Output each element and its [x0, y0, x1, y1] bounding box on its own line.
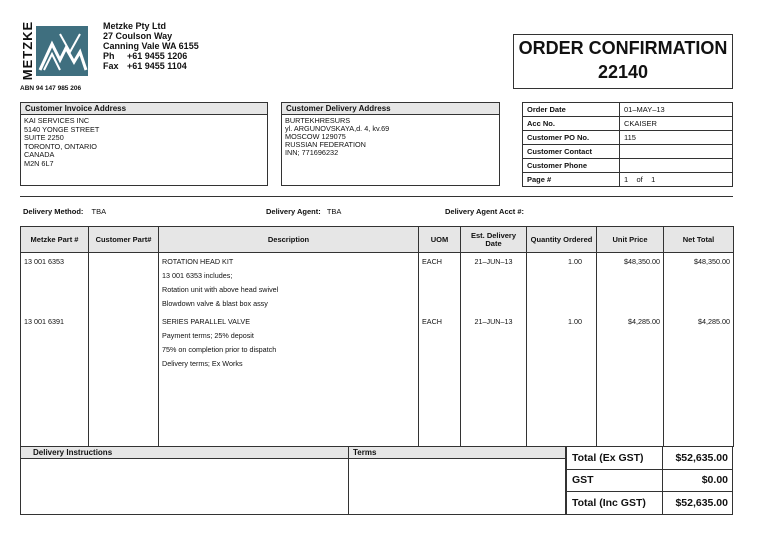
delivery-instructions-box	[20, 446, 349, 515]
item-total: $48,350.00	[664, 253, 734, 314]
table-row	[21, 253, 734, 314]
item-part: 13 001 6353	[21, 253, 89, 314]
item-description-line: ROTATION HEAD KIT	[162, 257, 234, 266]
company-info	[103, 21, 199, 71]
po-no-label: Customer PO No.	[523, 131, 620, 145]
invoice-address-box	[20, 102, 268, 186]
contact-label: Customer Contact	[523, 145, 620, 159]
delivery-agent-acct	[445, 207, 524, 216]
item-uom: EACH	[419, 313, 461, 447]
item-description-line: Rotation unit with above head swivel	[162, 285, 279, 294]
abn: ABN 94 147 985 206	[20, 85, 82, 92]
order-info-row	[523, 117, 733, 131]
item-total: $4,285.00	[664, 313, 734, 447]
delivery-address-line: yl. ARGUNOVSKAYA,d. 4, kv.69	[285, 124, 390, 133]
phone-label-cell: Customer Phone	[523, 159, 620, 173]
page-value: 1 of 1	[620, 173, 733, 187]
gst-label: GST	[567, 469, 663, 492]
delivery-address-line: INN; 771696232	[285, 148, 339, 157]
item-uom: EACH	[419, 253, 461, 314]
col-uom: UOM	[419, 227, 461, 253]
order-info-row	[523, 103, 733, 117]
delivery-address-header: Customer Delivery Address	[282, 103, 499, 115]
order-info-row	[523, 159, 733, 173]
item-description-line: Blowdown valve & blast box assy	[162, 299, 268, 308]
item-part: 13 001 6391	[21, 313, 89, 447]
delivery-method	[23, 207, 106, 216]
item-description-line: 75% on completion prior to dispatch	[162, 345, 277, 354]
invoice-address-line: TORONTO, ONTARIO	[24, 141, 97, 151]
delivery-agent	[266, 207, 341, 216]
company-name: Metzke Pty Ltd	[103, 21, 167, 31]
po-no-value: 115	[620, 131, 733, 145]
invoice-address-line: M2N 6L7	[24, 158, 54, 168]
contact-value	[620, 145, 733, 159]
order-info-row	[523, 173, 733, 187]
gst-value: $0.00	[663, 469, 733, 492]
title-box	[513, 34, 733, 89]
totals-table	[566, 446, 733, 515]
delivery-method-value: TBA	[91, 207, 107, 216]
company-logo-icon	[36, 26, 88, 76]
order-info-table	[522, 102, 733, 187]
items-header-row	[21, 227, 734, 253]
item-qty: 1.00	[527, 313, 597, 447]
delivery-address-line: MOSCOW 129075	[285, 132, 346, 141]
invoice-address-line: SUITE 2250	[24, 133, 64, 143]
item-description-line: Delivery terms; Ex Works	[162, 359, 243, 368]
delivery-agent-acct-label: Delivery Agent Acct #:	[445, 207, 525, 216]
acc-no-value: CKAISER	[620, 117, 733, 131]
phone-value	[620, 159, 733, 173]
logo-text: METZKE	[20, 20, 36, 81]
order-info-row	[523, 131, 733, 145]
terms-box	[348, 446, 566, 515]
item-description-line: Payment terms; 25% deposit	[162, 331, 254, 340]
acc-no-label: Acc No.	[523, 117, 620, 131]
total-inc-gst-label: Total (Inc GST)	[567, 492, 663, 515]
totals-row	[567, 469, 733, 492]
company-address-1: 27 Coulson Way	[103, 31, 173, 41]
phone-label: Ph	[103, 51, 115, 61]
order-date-value: 01–MAY–13	[620, 103, 733, 117]
divider	[20, 196, 733, 197]
col-customer-part: Customer Part#	[89, 227, 159, 253]
delivery-method-label: Delivery Method:	[23, 207, 84, 216]
invoice-address-line: KAI SERVICES INC	[24, 116, 90, 125]
company-address-2: Canning Vale WA 6155	[103, 41, 199, 51]
item-customer-part	[89, 253, 159, 314]
delivery-address-line: BURTEKHRESURS	[285, 116, 351, 125]
order-info-row	[523, 145, 733, 159]
item-date: 21–JUN–13	[461, 313, 527, 447]
item-description-line: 13 001 6353 includes;	[162, 271, 233, 280]
item-date: 21–JUN–13	[461, 253, 527, 314]
phone-number: +61 9455 1206	[127, 51, 188, 61]
doc-title: ORDER CONFIRMATION	[518, 38, 728, 58]
total-ex-gst-label: Total (Ex GST)	[567, 447, 663, 470]
item-description-line: SERIES PARALLEL VALVE	[162, 317, 251, 326]
fax-number: +61 9455 1104	[127, 61, 187, 71]
delivery-agent-value: TBA	[326, 207, 342, 216]
item-price: $48,350.00	[597, 253, 664, 314]
item-price: $4,285.00	[597, 313, 664, 447]
col-metzke-part: Metzke Part #	[21, 227, 89, 253]
invoice-address-line: CANADA	[24, 150, 55, 160]
delivery-instructions-header: Delivery Instructions	[21, 447, 348, 459]
total-ex-gst-value: $52,635.00	[663, 447, 733, 470]
table-row	[21, 313, 734, 447]
totals-row	[567, 447, 733, 470]
col-quantity: Quantity Ordered	[527, 227, 597, 253]
item-description	[159, 253, 419, 314]
delivery-address-line: RUSSIAN FEDERATION	[285, 140, 366, 149]
delivery-agent-label: Delivery Agent:	[266, 207, 321, 216]
col-unit-price: Unit Price	[597, 227, 664, 253]
col-description: Description	[159, 227, 419, 253]
delivery-address-box	[281, 102, 500, 186]
invoice-address-header: Customer Invoice Address	[21, 103, 267, 115]
order-number: 22140	[597, 62, 649, 82]
item-qty: 1.00	[527, 253, 597, 314]
totals-row	[567, 492, 733, 515]
order-date-label: Order Date	[523, 103, 620, 117]
item-customer-part	[89, 313, 159, 447]
col-delivery-date: Est. Delivery Date	[461, 227, 527, 253]
page-label: Page #	[523, 173, 620, 187]
terms-header: Terms	[349, 447, 565, 459]
col-net-total: Net Total	[664, 227, 734, 253]
invoice-address-line: 5140 YONGE STREET	[24, 124, 100, 134]
item-description	[159, 313, 419, 447]
total-inc-gst-value: $52,635.00	[663, 492, 733, 515]
items-table	[20, 226, 734, 447]
fax-label: Fax	[103, 61, 119, 71]
